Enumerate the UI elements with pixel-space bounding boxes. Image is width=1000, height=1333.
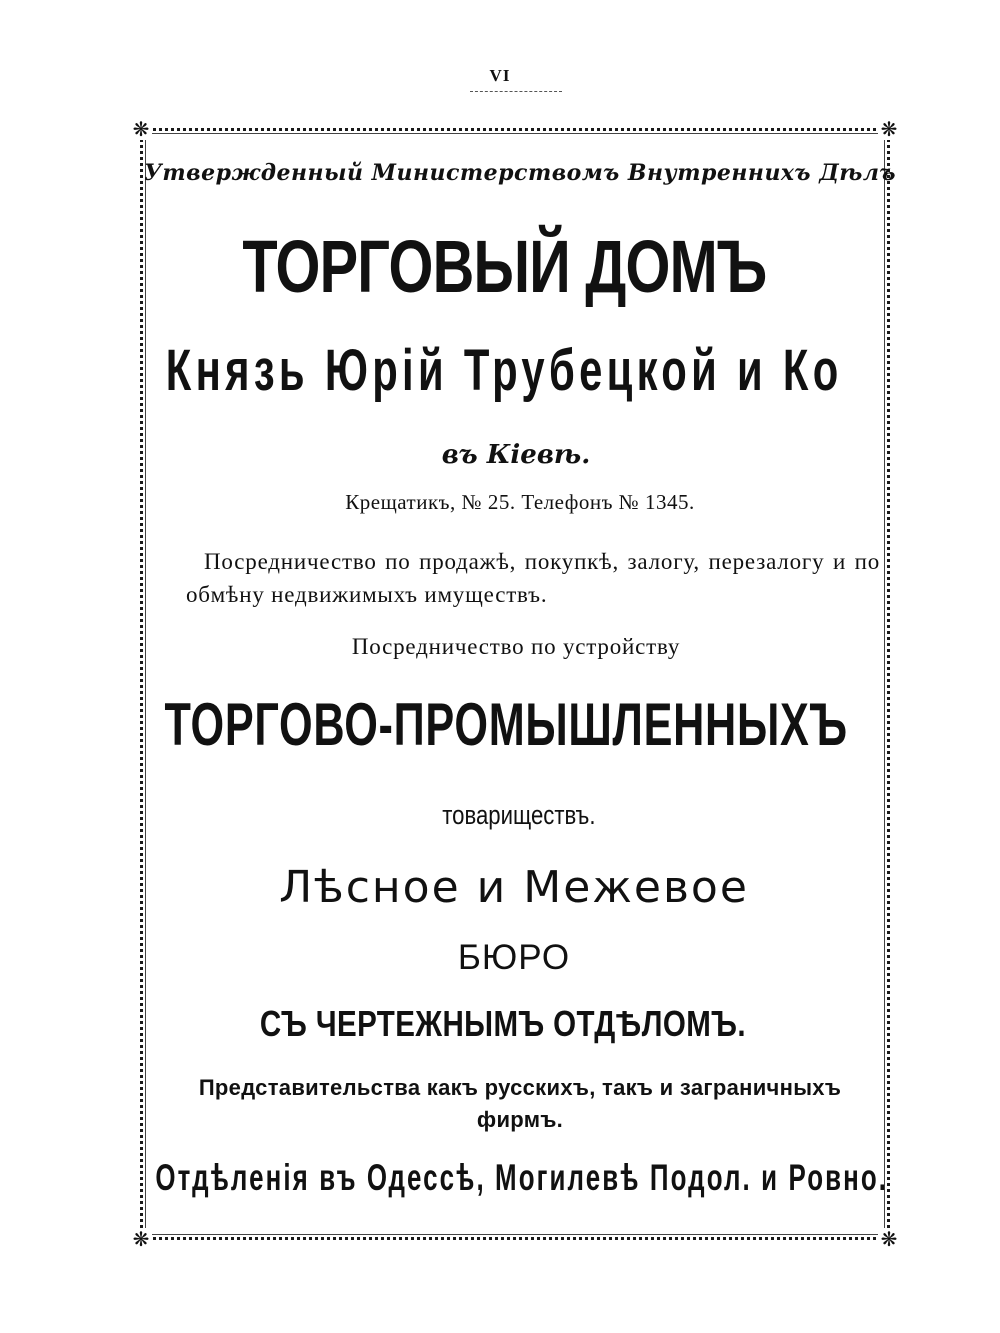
company-name-heading: Князь Юрій Трубецкой и Ко bbox=[165, 338, 843, 403]
company-type-heading: ТОРГОВЫЙ ДОМЪ bbox=[242, 225, 767, 308]
forest-bureau-heading: Лѣсное и Межевое bbox=[279, 862, 749, 913]
page-number-rule bbox=[470, 91, 562, 92]
partnerships-line: товариществъ. bbox=[442, 800, 596, 830]
corner-ornament-icon: ❋ bbox=[878, 1228, 900, 1250]
branches-line: Отдѣленія въ Одессѣ, Могилевѣ Подол. и Ровно. bbox=[155, 1157, 889, 1198]
corner-ornament-icon: ❋ bbox=[130, 1228, 152, 1250]
representation-paragraph: Представительства какъ русскихъ, такъ и заграничныхъ фирмъ. bbox=[198, 1075, 842, 1132]
corner-ornament-icon: ❋ bbox=[130, 118, 152, 140]
address-line: Крещатикъ, № 25. Телефонъ № 1345. bbox=[345, 490, 695, 514]
page-number: VI bbox=[489, 66, 511, 85]
bureau-heading: БЮРО bbox=[457, 938, 571, 977]
mediation-property-paragraph: Посредничество по продажѣ, покупкѣ, залогу, перезалогу и по обмѣну недвижимыхъ имуществъ. bbox=[186, 549, 880, 607]
approval-line: Утвержденный Министерствомъ Внутреннихъ Дѣлъ bbox=[144, 160, 896, 186]
trade-industrial-heading: ТОРГОВО-ПРОМЫШЛЕННЫХЪ bbox=[164, 691, 848, 758]
mediation-intro-line: Посредничество по устройству bbox=[351, 634, 681, 659]
drafting-department-heading: СЪ ЧЕРТЕЖНЫМЪ ОТДѢЛОМЪ. bbox=[259, 1003, 746, 1044]
corner-ornament-icon: ❋ bbox=[878, 118, 900, 140]
city-line: въ Кіевѣ. bbox=[441, 440, 591, 470]
